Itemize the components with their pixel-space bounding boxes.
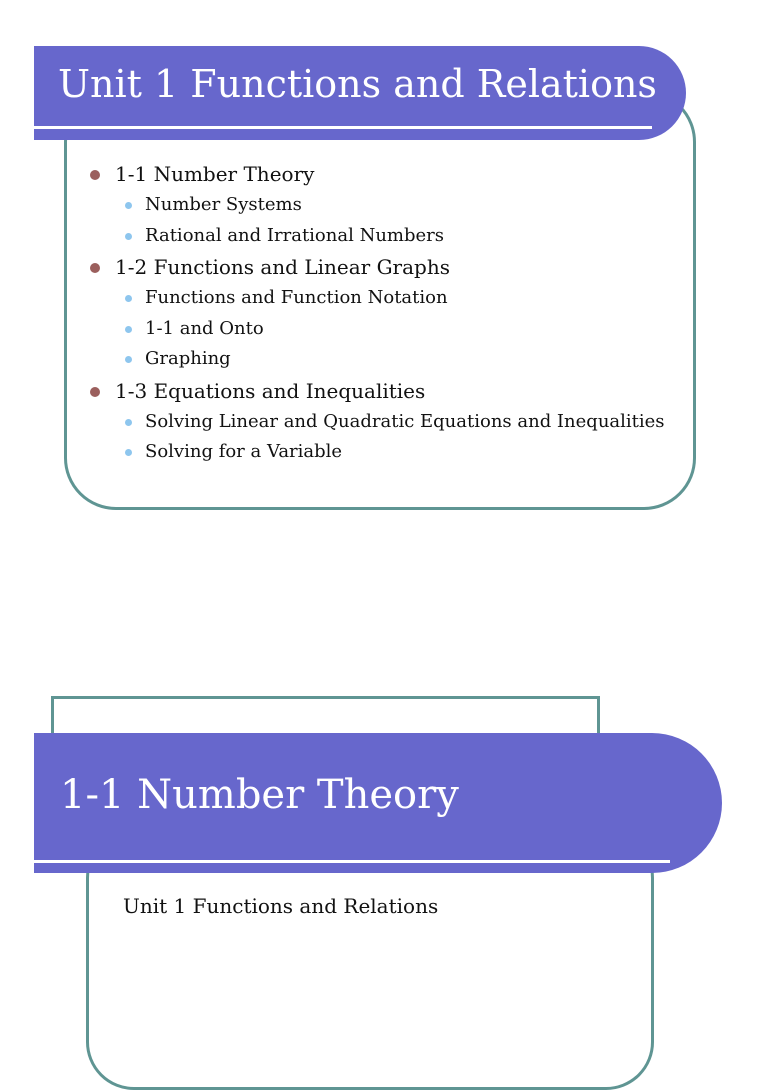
- subsection-list: [88, 190, 688, 251]
- outline-section-1-1: 1-1 Number Theory: [88, 158, 688, 190]
- subsection-list: [88, 283, 688, 375]
- title-underline: [34, 126, 652, 129]
- outline-item: Functions and Function Notation: [88, 283, 688, 314]
- outline-item: Graphing: [88, 344, 688, 375]
- slide-title: Unit 1 Functions and Relations: [58, 62, 657, 106]
- outline-item: Number Systems: [88, 190, 688, 221]
- outline-item: 1-1 and Onto: [88, 314, 688, 345]
- outline-item: Solving for a Variable: [88, 437, 688, 468]
- outline-section-1-3: 1-3 Equations and Inequalities: [88, 375, 688, 407]
- title-underline: [34, 860, 670, 863]
- subsection-list: [88, 407, 688, 468]
- outline-section-1-2: 1-2 Functions and Linear Graphs: [88, 251, 688, 283]
- slide-number-theory: [0, 680, 768, 1024]
- outline-item: Rational and Irrational Numbers: [88, 221, 688, 252]
- slide-title: 1-1 Number Theory: [60, 772, 459, 818]
- slide-subtitle: Unit 1 Functions and Relations: [123, 894, 439, 918]
- outline-item: Solving Linear and Quadratic Equations and Inequalities: [88, 407, 688, 438]
- outline-list: [88, 158, 688, 468]
